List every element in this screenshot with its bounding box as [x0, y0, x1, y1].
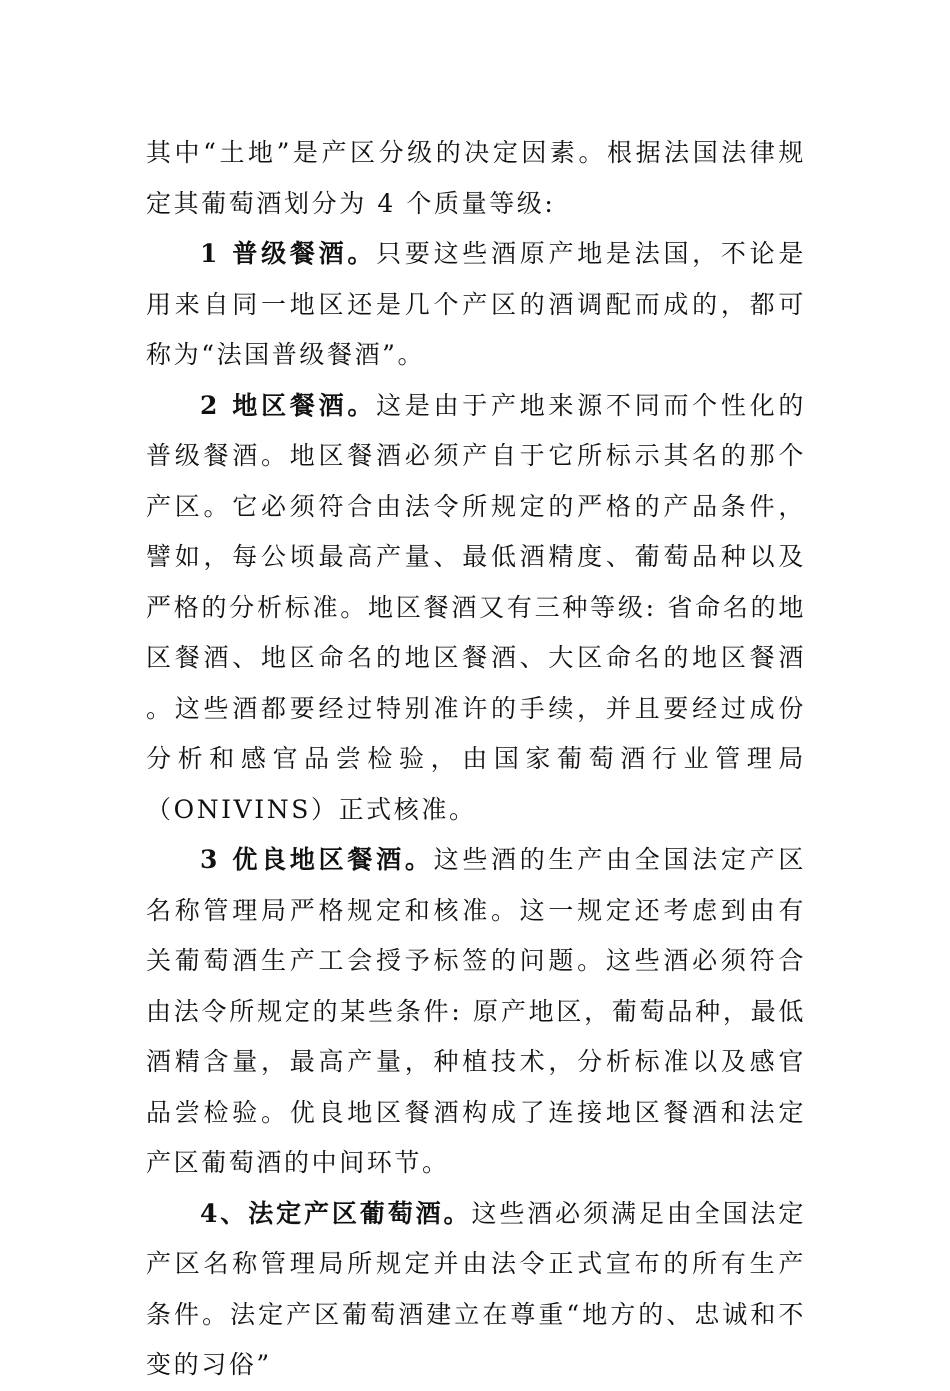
paragraph-intro — [146, 128, 806, 229]
document-body — [146, 128, 806, 1391]
paragraph-text: 这些酒的生产由全国法定产区名称管理局严格规定和核准。这一规定还考虑到由有关葡萄酒生产工会授予标签的问题。这些酒必须符合由法令所规定的某些条件: 原产地区，葡萄品种，最低酒精含量，最高产量，种植技术，分析标准以及感官品尝检验。优良地区餐酒构成了连接地区餐酒和法定产区葡萄酒的中间环节。 — [146, 845, 806, 1177]
paragraph-vdqs-wine — [146, 835, 806, 1189]
paragraph-regional-wine — [146, 381, 806, 836]
paragraph-heading: 1 普级餐酒。 — [200, 239, 377, 268]
paragraph-heading: 2 地区餐酒。 — [200, 390, 377, 420]
paragraph-table-wine — [146, 229, 806, 381]
paragraph-text: 这是由于产地来源不同而个性化的普级餐酒。地区餐酒必须产自于它所标示其名的那个产区。它必须符合由法令所规定的严格的产品条件，譬如，每公顷最高产量、最低酒精度、葡萄品种以及严格的分析标准。地区餐酒又有三种等级: 省命名的地区餐酒、地区命名的地区餐酒、大区命名的地区餐酒 。这些酒都要经过特别准许的手续，并且要经过成份分析和感官品尝检验，由国家葡萄酒行业管理局（ONIVINS）正式核准。 — [146, 390, 806, 824]
paragraph-heading: 3 优良地区餐酒。 — [200, 845, 434, 874]
paragraph-text: 这些酒必须满足由全国法定产区名称管理局所规定并由法令正式宣布的所有生产条件。法定产区葡萄酒建立在尊重“地方的、忠诚和不变的习俗” — [146, 1198, 807, 1379]
paragraph-aoc-wine — [146, 1189, 806, 1391]
paragraph-heading: 4、法定产区葡萄酒。 — [200, 1198, 472, 1228]
paragraph-text: 其中“土地”是产区分级的决定因素。根据法国法律规定其葡萄酒划分为 4 个质量等级: — [146, 138, 806, 218]
paragraph-text: 只要这些酒原产地是法国，不论是用来自同一地区还是几个产区的酒调配而成的，都可称为“法国普级餐酒”。 — [146, 239, 806, 369]
